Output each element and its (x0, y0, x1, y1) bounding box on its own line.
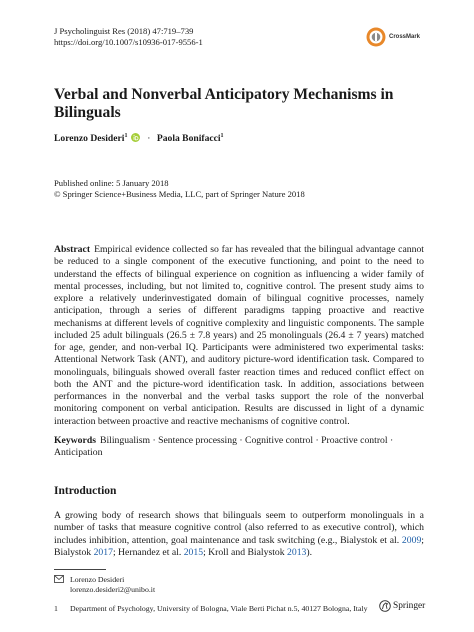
article-title: Verbal and Nonverbal Anticipatory Mechanisms in Bilinguals (54, 86, 394, 121)
publisher-logo (379, 600, 425, 612)
journal-header (54, 26, 203, 47)
citation-link[interactable]: 2009 (401, 534, 422, 546)
abstract (54, 244, 424, 428)
intro-text: ; Hernandez et al. (112, 546, 184, 558)
keywords-label: Keywords (54, 435, 96, 446)
intro-text: A growing body of research shows that bilinguals seem to outperform monolinguals in a number of tasks that measure cognitive control (also referred to as executive control), which includes inhibition, attention, goal maintenance and task switching (e.g., Bialystok et al. (54, 510, 424, 546)
author-separator: · (147, 133, 151, 145)
publication-info (54, 178, 305, 200)
corresponding-email[interactable]: lorenzo.desideri2@unibo.it (70, 584, 156, 594)
intro-text: ; Bialystok (54, 534, 424, 558)
citation-link[interactable]: 2017 (93, 546, 113, 558)
keywords (54, 435, 424, 460)
crossmark-icon (366, 27, 386, 47)
author-affiliation-marker: 1 (124, 133, 128, 139)
keywords-text: Bilingualism · Sentence processing · Cognitive control · Proactive control · Anticipation (54, 435, 394, 459)
affiliation-text: Department of Psychology, University of Bologna, Viale Berti Pichat n.5, 40127 Bologna, Italy (70, 604, 368, 613)
doi-link[interactable]: https://doi.org/10.1007/s10936-017-9556-1 (54, 36, 203, 47)
citation-link[interactable]: 2013 (287, 546, 307, 558)
author-list (54, 130, 224, 145)
abstract-text: Empirical evidence collected so far has revealed that the bilingual advantage cannot be reduced to a single component of the executive functioning, and point to the need to understand the effects of bilingual experience on cognition as influencing a wider family of mental processes, including, but not limited to, cognitive control. The present study aims to explore a relatively underinvestigated domain of bilingual cognitive processes, namely anticipation, through a series of different paradigms tapping proactive and reactive mechanisms at different levels of cognitive complexity and linguistic components. The sample included 25 adult bilinguals (26.5 ± 7.8 years) and 25 monolinguals (26.4 ± 7 years) matched for age, gender, and non-verbal IQ. Participants were administered two experimental tasks: Attentional Network Task (ANT), and auditory picture-word identification task. Compared to monolinguals, bilinguals showed overall faster reaction times and reduced conflict effect on both the ANT and the picture-word identification task. In addition, associations between performances in the nonverbal and the verbal tasks support the role of the nonverbal monitoring component on verbal anticipation. Results are discussed in light of a dynamic interaction between proactive and reactive mechanisms of cognitive control. (54, 244, 424, 427)
orcid-icon[interactable] (131, 133, 140, 142)
section-heading-introduction: Introduction (54, 485, 117, 497)
author-name[interactable]: Lorenzo Desideri (54, 133, 125, 145)
copyright-line: © Springer Science+Business Media, LLC, part of Springer Nature 2018 (54, 189, 305, 199)
crossmark-badge[interactable] (366, 26, 422, 48)
affiliation-footnote (54, 604, 368, 614)
corresponding-name: Lorenzo Desideri (70, 575, 125, 584)
citation-link[interactable]: 2015 (183, 546, 204, 558)
springer-horse-icon (379, 600, 391, 612)
journal-citation: J Psycholinguist Res (2018) 47:719–739 (54, 26, 194, 36)
affiliation-number: 1 (54, 604, 58, 613)
footnote-divider (54, 569, 106, 570)
intro-text: ; Kroll and Bialystok (203, 546, 288, 558)
author-affiliation-marker: 1 (220, 133, 224, 139)
author-name[interactable]: Paola Bonifacci (156, 133, 221, 145)
crossmark-label: CrossMark (389, 34, 421, 40)
envelope-icon (54, 575, 64, 583)
abstract-label: Abstract (54, 244, 91, 255)
published-date: Published online: 5 January 2018 (54, 178, 169, 188)
publisher-name: Springer (393, 601, 426, 611)
introduction-paragraph (54, 510, 424, 559)
intro-text: ). (306, 546, 313, 558)
